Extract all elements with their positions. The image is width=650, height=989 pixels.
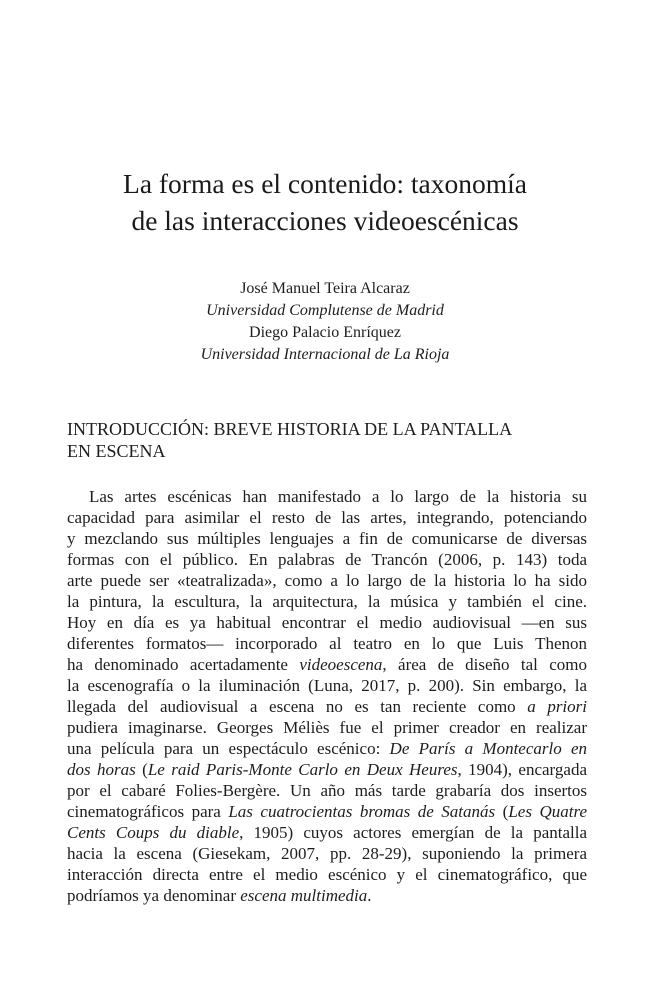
body-line	[67, 759, 587, 780]
title-line-1: La forma es el contenido: taxonomía	[123, 168, 527, 199]
italic-term: Le raid Paris-Monte Carlo en Deux Heures	[147, 760, 458, 779]
text-run: y mezclando sus múltiples lenguajes a fin de comunicarse de diversas	[67, 529, 587, 548]
italic-term: videoescena	[299, 655, 383, 674]
paper-title	[60, 165, 590, 239]
body-line	[67, 801, 587, 822]
body-line	[67, 864, 587, 885]
text-run: .	[367, 886, 372, 905]
body-line	[67, 507, 587, 528]
text-run: (	[135, 760, 148, 779]
text-run: formas con el público. En palabras de Trancón (2006, p. 143) toda	[67, 550, 587, 569]
italic-term: De París a Montecarlo en	[389, 739, 587, 758]
text-run: , 1905) cuyos actores emergían de la pantalla	[239, 823, 587, 842]
body-line	[67, 549, 587, 570]
text-run: pudiera imaginarse. Georges Méliès fue el primer creador en realizar	[67, 718, 587, 737]
italic-term: dos horas	[67, 760, 136, 779]
text-run: arte puede ser «teatralizada», como a lo largo de la historia lo ha sido	[67, 571, 587, 590]
text-run: capacidad para asimilar el resto de las artes, integrando, potenciando	[67, 508, 587, 527]
text-run: llegada del audiovisual a escena no es tan reciente como	[67, 697, 528, 716]
section-heading-line-1: INTRODUCCIÓN: BREVE HISTORIA DE LA PANTALLA	[67, 419, 513, 439]
italic-term: Las cuatrocientas bromas de Satanás	[228, 802, 496, 821]
body-line	[67, 570, 587, 591]
italic-term: a priori	[527, 697, 587, 716]
text-run: por el cabaré Folies-Bergère. Un año más tarde grabaría dos insertos	[67, 781, 587, 800]
body-line	[67, 633, 587, 654]
title-line-2: de las interacciones videoescénicas	[131, 205, 519, 236]
section-heading-line-2: EN ESCENA	[67, 441, 166, 461]
text-run: Hoy en día es ya habitual encontrar el medio audiovisual —en sus	[67, 613, 587, 632]
italic-term: Les Quatre	[508, 802, 587, 821]
text-run: hacia la escena (Giesekam, 2007, pp. 28-29), suponiendo la primera	[67, 844, 587, 863]
body-line	[67, 654, 587, 675]
body-line	[67, 738, 587, 759]
body-paragraph	[67, 486, 587, 906]
text-run: ha denominado acertadamente	[67, 655, 300, 674]
author-name: Diego Palacio Enríquez	[249, 324, 401, 341]
body-line	[67, 717, 587, 738]
text-run: diferentes formatos— incorporado al teatro en lo que Luis Thenon	[67, 634, 587, 653]
text-run: interacción directa entre el medio escénico y el cinematográfico, que	[67, 865, 587, 884]
body-line	[67, 612, 587, 633]
author-affiliation: Universidad Complutense de Madrid	[206, 302, 444, 319]
text-run: podríamos ya denominar	[67, 886, 241, 905]
italic-term: escena multimedia	[240, 886, 368, 905]
text-run: Las artes escénicas han manifestado a lo largo de la historia su	[89, 487, 587, 506]
author-affiliation: Universidad Internacional de La Rioja	[200, 346, 450, 363]
text-run: cinematográficos para	[67, 802, 229, 821]
italic-term: Cents Coups du diable	[67, 823, 240, 842]
text-run: (	[495, 802, 509, 821]
text-run: la escenografía o la iluminación (Luna, 2017, p. 200). Sin embargo, la	[67, 676, 587, 695]
text-run: , 1904), encargada	[457, 760, 588, 779]
body-line	[67, 822, 587, 843]
section-heading	[67, 418, 587, 462]
body-line	[67, 486, 587, 507]
body-line	[67, 780, 587, 801]
author-block	[100, 278, 550, 366]
author-name: José Manuel Teira Alcaraz	[240, 280, 410, 297]
body-line	[67, 591, 587, 612]
body-line	[67, 885, 587, 906]
text-run: , área de diseño tal como	[382, 655, 587, 674]
body-line	[67, 696, 587, 717]
body-line	[67, 843, 587, 864]
text-run: la pintura, la escultura, la arquitectura, la música y también el cine.	[67, 592, 587, 611]
text-run: una película para un espectáculo escénico:	[67, 739, 390, 758]
body-line	[67, 675, 587, 696]
body-line	[67, 528, 587, 549]
